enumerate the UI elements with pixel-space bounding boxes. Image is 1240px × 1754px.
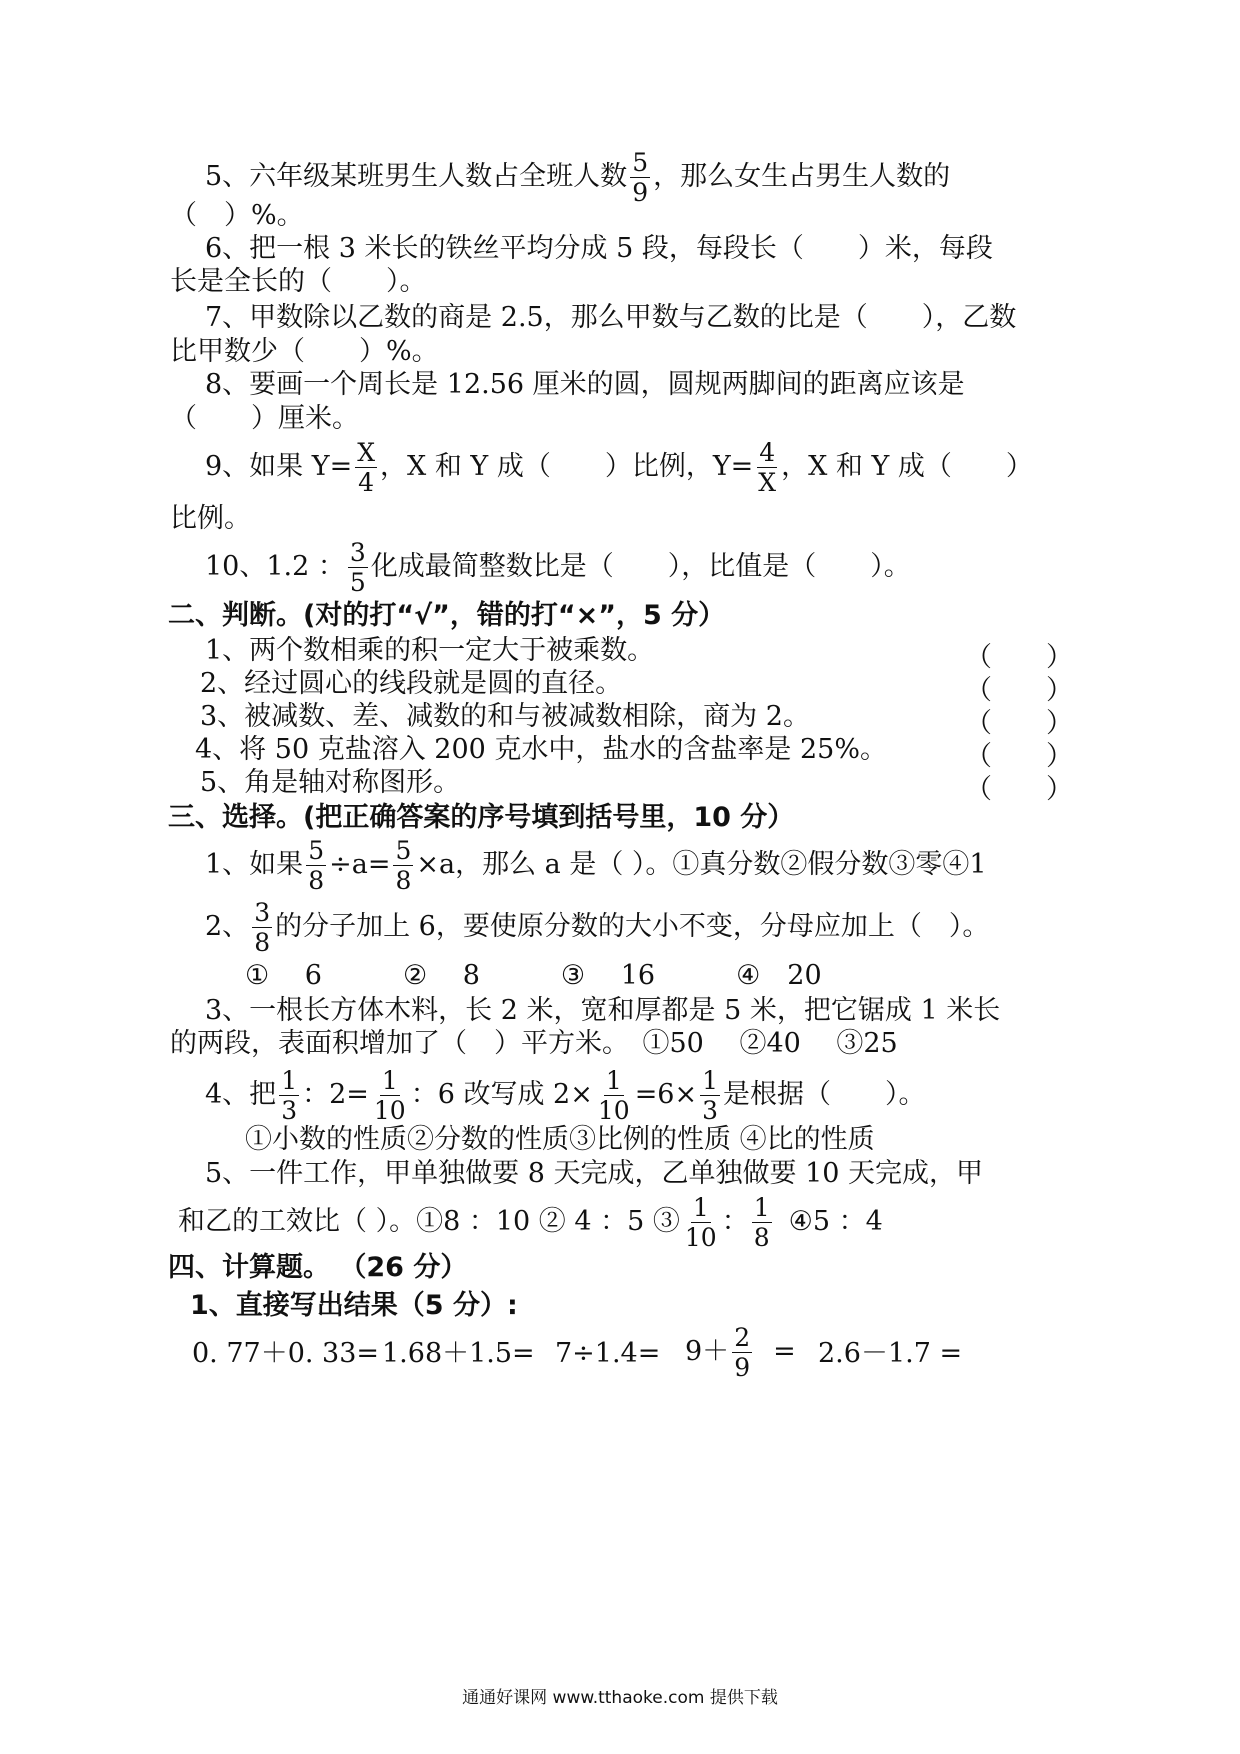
calc-expr-1: 0. 77＋0. 33= [192, 1338, 380, 1369]
q9-text-c: ，X 和 Y 成（ ） [781, 451, 1033, 482]
fraction-5-8-b: $\frac{5}{8}$ [395, 836, 412, 895]
q5-text-b: ，那么女生占男生人数的 [653, 161, 951, 192]
judge-item-1: 1、两个数相乘的积一定大于被乘数。 [205, 635, 655, 666]
choice-3: 3、一根长方体木料，长 2 米，宽和厚都是 5 米，把它锯成 1 米长 [205, 995, 1001, 1026]
judge-item-5: 5、角是轴对称图形。 [200, 767, 461, 798]
c4-text-c: ：6 改写成 2× [410, 1079, 593, 1110]
q10-text-a: 10、1.2 ： [205, 551, 345, 582]
question-5 [205, 150, 950, 205]
c5-text-b: 和乙的工效比（ ）。①8 ：10 ② 4 ：5 ③ [178, 1206, 680, 1237]
section-choice-title: 三、选择。(把正确答案的序号填到括号里，10 分） [168, 802, 795, 833]
calc-subtitle: 1、直接写出结果（5 分）: [190, 1290, 518, 1321]
judge-item-2: 2、经过圆心的线段就是圆的直径。 [200, 668, 623, 699]
c1-text-b: ÷a= [329, 849, 391, 880]
q5-text-a: 5、六年级某班男生人数占全班人数 [205, 161, 628, 192]
question-10 [205, 540, 911, 595]
question-8: 8、要画一个周长是 12.56 厘米的圆，圆规两脚间的距离应该是 [205, 369, 965, 400]
fraction-1-10-a: $\frac{1}{10}$ [373, 1066, 406, 1125]
q9-text-a: 9、如果 Y= [205, 451, 353, 482]
calc-expr-4 [685, 1325, 796, 1380]
fraction-3-8: $\frac{3}{8}$ [254, 898, 271, 957]
question-6-cont: 长是全长的（ ）。 [170, 266, 427, 297]
judge-item-3: 3、被减数、差、减数的和与被减数相除，商为 2。 [200, 701, 810, 732]
question-9-cont: 比例。 [170, 503, 251, 534]
judge-answer-4: （ ） [965, 741, 1073, 772]
calc-expr-3: 7÷1.4= [555, 1338, 661, 1369]
fraction-1-8: $\frac{1}{8}$ [753, 1193, 770, 1252]
choice-2 [205, 900, 989, 955]
choice-5: 5、一件工作，甲单独做要 8 天完成，乙单独做要 10 天完成，甲 [205, 1158, 984, 1189]
fraction-1-3-b: $\frac{1}{3}$ [702, 1066, 719, 1125]
judge-answer-5: （ ） [965, 774, 1073, 805]
c2-text-b: 的分子加上 6，要使原分数的大小不变，分母应加上（ ）。 [275, 911, 990, 942]
fraction-5-9: $\frac{5}{9}$ [632, 148, 649, 207]
question-6: 6、把一根 3 米长的铁丝平均分成 5 段，每段长（ ）米，每段 [205, 233, 993, 264]
c4-text-a: 4、把 [205, 1079, 277, 1110]
section-calc-title: 四、计算题。 （26 分） [168, 1252, 468, 1283]
c4-text-d: =6× [634, 1079, 698, 1110]
judge-answer-2: （ ） [965, 675, 1073, 706]
fraction-5-8-a: $\frac{5}{8}$ [308, 836, 325, 895]
judge-answer-3: （ ） [965, 708, 1073, 739]
section-judge-title: 二、判断。(对的打“√”，错的打“×”，5 分） [168, 600, 726, 631]
judge-answer-1: （ ） [965, 642, 1073, 673]
footer: 通通好课网 www.tthaoke.com 提供下载 [462, 1688, 778, 1708]
fraction-2-9: $\frac{2}{9}$ [734, 1323, 751, 1382]
e4-text-b: = [773, 1336, 796, 1367]
choice-1 [205, 838, 987, 893]
choice-4-options: ①小数的性质②分数的性质③比例的性质 ④比的性质 [245, 1124, 875, 1155]
question-9 [205, 440, 1033, 495]
calc-expr-5: 2.6－1.7 = [818, 1338, 963, 1369]
choice-3-cont: 的两段，表面积增加了（ ）平方米。 ①50 ②40 ③25 [170, 1028, 898, 1059]
c5-text-c: ： [721, 1206, 749, 1237]
question-7-cont: 比甲数少（ ）%。 [170, 336, 439, 367]
fraction-1-10-c: $\frac{1}{10}$ [684, 1193, 717, 1252]
fraction-1-10-b: $\frac{1}{10}$ [597, 1066, 630, 1125]
judge-item-4: 4、将 50 克盐溶入 200 克水中，盐水的含盐率是 25%。 [195, 734, 887, 765]
question-5-cont: （ ）%。 [170, 200, 304, 231]
fraction-4-x: $\frac{4}{X}$ [758, 438, 777, 497]
e4-text-a: 9＋ [685, 1336, 730, 1367]
fraction-x-4: $\frac{X}{4}$ [357, 438, 376, 497]
choice-5-cont [178, 1195, 883, 1250]
c5-text-d: ④5 ：4 [788, 1206, 883, 1237]
calc-expr-2: 1.68＋1.5= [382, 1338, 535, 1369]
c1-text-a: 1、如果 [205, 849, 304, 880]
c4-text-b: ：2= [302, 1079, 369, 1110]
question-7: 7、甲数除以乙数的商是 2.5，那么甲数与乙数的比是（ ），乙数 [205, 302, 1017, 333]
choice-4 [205, 1068, 926, 1123]
c4-text-e: 是根据（ ）。 [723, 1079, 926, 1110]
q9-text-b: ，X 和 Y 成（ ）比例，Y= [380, 451, 754, 482]
fraction-1-3-a: $\frac{1}{3}$ [281, 1066, 298, 1125]
c1-text-c: ×a，那么 a 是（ ）。①真分数②假分数③零④1 [416, 849, 987, 880]
q10-text-b: 化成最简整数比是（ ），比值是（ ）。 [370, 551, 911, 582]
fraction-3-5: $\frac{3}{5}$ [349, 538, 366, 597]
question-8-cont: （ ）厘米。 [170, 403, 359, 434]
c2-text-a: 2、 [205, 911, 250, 942]
choice-2-options: ① 6 ② 8 ③ 16 ④ 20 [245, 960, 822, 991]
